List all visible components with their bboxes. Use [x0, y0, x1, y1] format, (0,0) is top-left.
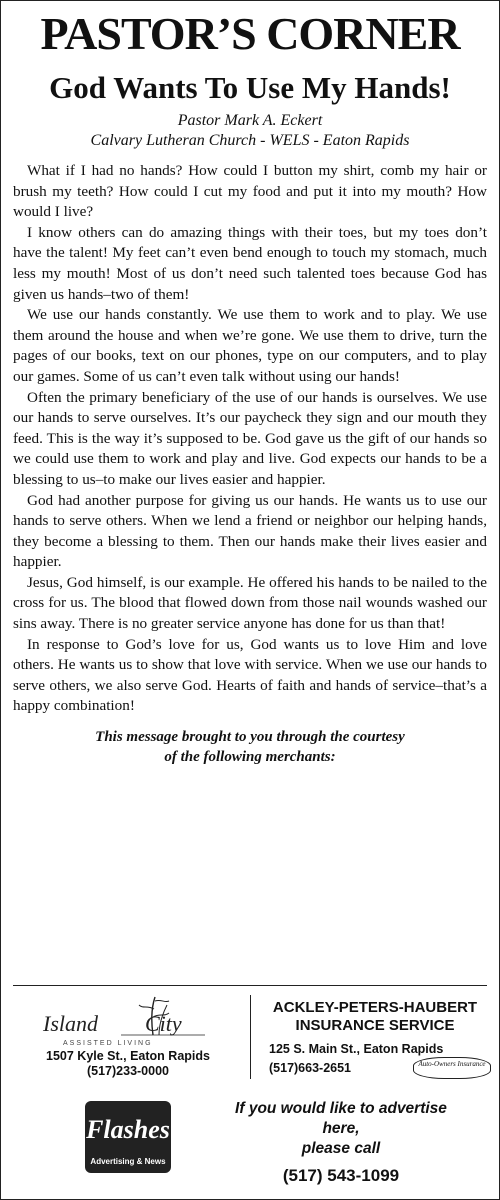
paragraph: Often the primary beneficiary of the use of our hands is ourselves. We use our hands to serve ourselves. It’s our paycheck they sign and our mouth they feed. This is the way it’s supposed to be. God gave us the gift of our hands so we could use them to work and play and live. God expects our hands to be a blessing to us–to make our lives easier and happier.	[13, 388, 487, 488]
advertise-phone: (517) 543-1099	[282, 1166, 400, 1185]
advertise-line-2: please call	[301, 1140, 381, 1157]
paragraph: Jesus, God himself, is our example. He offered his hands to be nailed to the cross for us. The blood that flowed down from those nail wounds washed our sins away. There is no greater service anyone has done for us than that!	[13, 573, 487, 633]
byline	[1, 111, 499, 151]
courtesy-line-2: of the following merchants:	[164, 749, 336, 766]
divider	[13, 985, 487, 986]
flashes-logo	[85, 1101, 171, 1173]
paragraph: In response to God’s love for us, God wants us to love Him and love others. He wants us to show that love with service. When we use our hands to serve others, we also serve God. Hearts of faith and hands of service–that’s a happy combination!	[13, 635, 487, 715]
byline-church: Calvary Lutheran Church - WELS - Eaton Rapids	[90, 132, 410, 149]
divider	[250, 995, 251, 1079]
logo-word-city: City	[145, 1011, 182, 1036]
logo-tagline: ASSISTED LIVING	[63, 1040, 153, 1047]
ackley-phone: (517)663-2651	[269, 1061, 352, 1075]
ackley-name-line-1: ACKLEY-PETERS-HAUBERT	[272, 999, 478, 1016]
flashes-logo-word: Flashes	[86, 1115, 170, 1144]
headline: God Wants To Use My Hands!	[49, 70, 451, 105]
ad-ackley-insurance	[259, 999, 491, 1079]
courtesy-line-1: This message brought to you through the courtesy	[95, 729, 405, 746]
paragraph: God had another purpose for giving us our hands. He wants us to use our hands to serve others. When we lend a friend or neighbor our helping hands, they become a blessing to them. Then our hands make their lives easier and happier.	[13, 491, 487, 571]
flashes-logo-sub: Advertising & News	[90, 1157, 166, 1166]
paragraph: We use our hands constantly. We use them to work and to play. We use them around the house and when we’re gone. We use them to drive, turn the pages of our books, text on our phones, type on our computers, and to play our games. Some of us can’t even talk without using our hands!	[13, 306, 487, 385]
paragraph: What if I had no hands? How could I button my shirt, comb my hair or brush my teeth? How could I cut my food and put it into my mouth? How would I live?	[13, 162, 487, 221]
island-city-phone: (517)233-0000	[86, 1064, 169, 1078]
courtesy-note	[1, 727, 499, 767]
island-city-logo	[13, 991, 243, 1049]
ad-island-city	[13, 991, 243, 1079]
advertise-here	[221, 1099, 461, 1187]
ackley-phone-row	[259, 1057, 491, 1079]
logo-word-island: Island	[43, 1011, 98, 1036]
ackley-address: 125 S. Main St., Eaton Rapids	[269, 1042, 444, 1056]
masthead: PASTOR’S CORNER	[40, 8, 460, 59]
article-body	[13, 161, 487, 717]
paragraph: I know others can do amazing things with their toes, but my toes don’t have the talent! My feet can’t even bend enough to touch my stomach, much less my mouth! Most of us don’t need such talented toes because God has given us hands–two of them!	[13, 223, 487, 303]
advertise-line-1: If you would like to advertise here,	[235, 1100, 447, 1137]
auto-owners-logo: Auto-Owners Insurance	[413, 1057, 491, 1079]
byline-author: Pastor Mark A. Eckert	[177, 112, 323, 129]
island-city-address: 1507 Kyle St., Eaton Rapids	[46, 1049, 210, 1063]
island-city-logo-art	[33, 991, 223, 1049]
ackley-name-line-2: INSURANCE SERVICE	[295, 1017, 455, 1034]
